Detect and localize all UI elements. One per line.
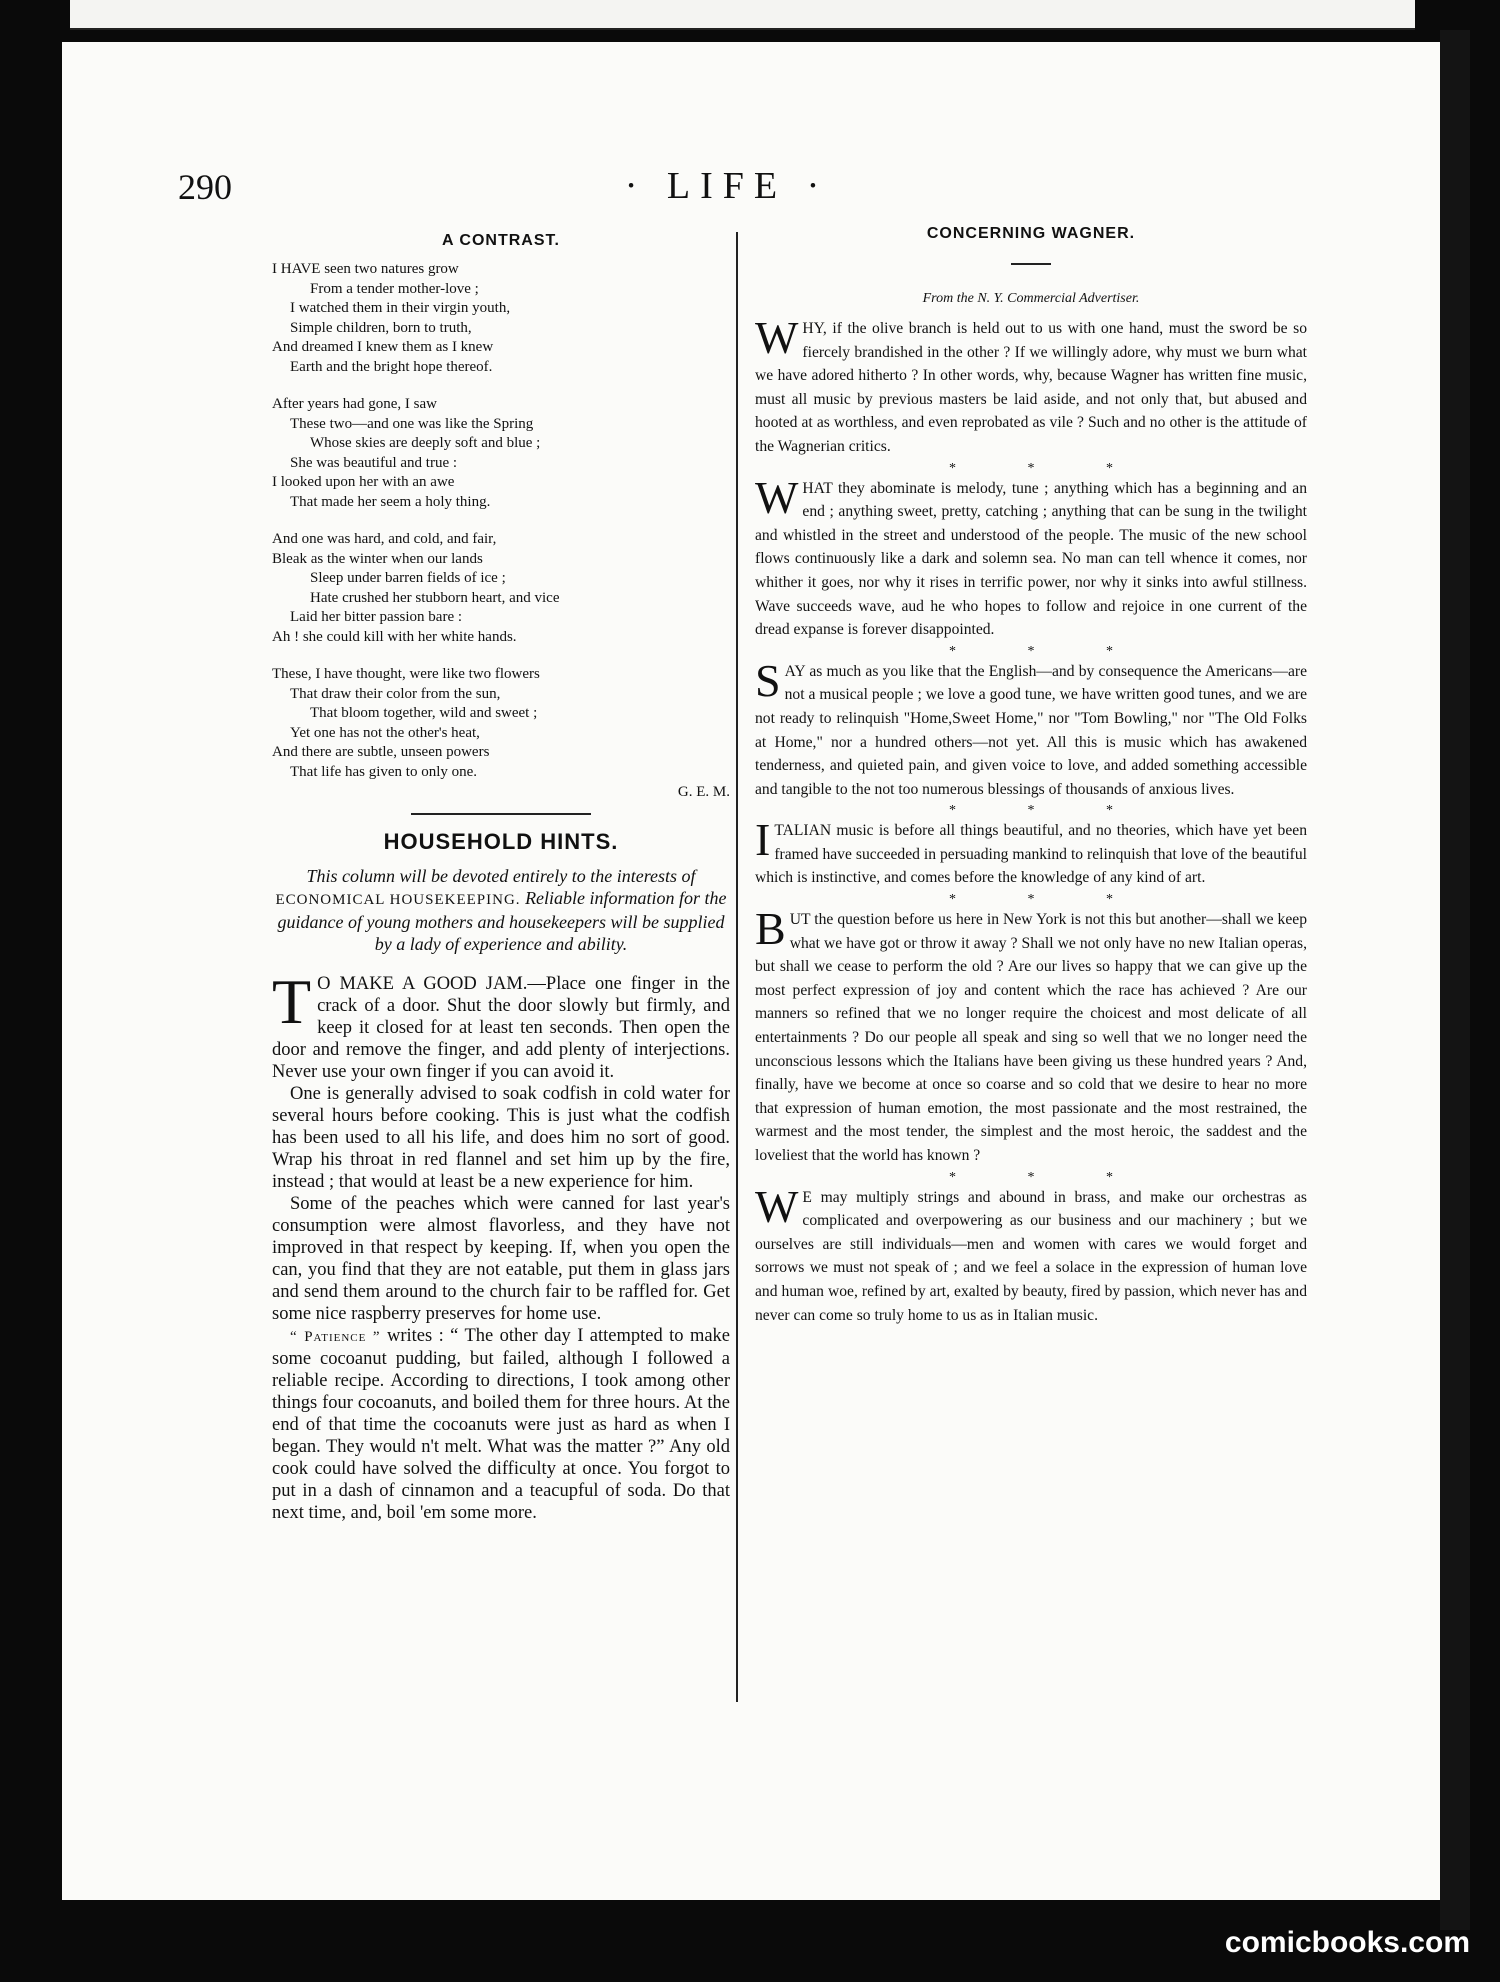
right-column bbox=[755, 225, 1307, 1327]
poem-line: Hate crushed her stubborn heart, and vice bbox=[310, 589, 560, 606]
poem-line: Ah ! she could kill with her white hands. bbox=[272, 628, 517, 645]
scan-right-edge bbox=[1440, 30, 1470, 1930]
poem-line: After years had gone, I saw bbox=[272, 396, 437, 412]
poem-line: That made her seem a holy thing. bbox=[290, 493, 491, 510]
poem-line: Yet one has not the other's heat, bbox=[290, 724, 480, 741]
section-stars: * * * bbox=[949, 1169, 1147, 1185]
article-source: From the N. Y. Commercial Advertiser. bbox=[922, 291, 1140, 306]
masthead-title: · LIFE · bbox=[624, 165, 830, 207]
article-paragraph: ITALIAN music is before all things beautiful, and no theories, which have yet been framed have succeeded in persuading mankind to relinquish that love of the beautiful which is instinctive, and comes before the knowledge of any kind of art. bbox=[755, 814, 1307, 887]
poem-line: That life has given to only one. bbox=[290, 763, 478, 780]
poem-line: From a tender mother-love ; bbox=[310, 280, 479, 297]
drop-cap: S bbox=[755, 654, 781, 706]
poem-signature: G. E. M. bbox=[677, 784, 730, 800]
poem-line: Earth and the bright hope thereof. bbox=[290, 358, 493, 375]
column-divider bbox=[736, 232, 738, 1702]
page-number: 290 bbox=[178, 167, 232, 207]
scan-top-edge bbox=[70, 0, 1415, 30]
poem-line: That bloom together, wild and sweet ; bbox=[310, 705, 538, 721]
article-paragraph: SAY as much as you like that the English—and by consequence the Americans—are not a musical people ; we love a good tune, we have written good tunes, and we are not ready to relinquish "Home,Sweet Home," nor "Tom Bowling," nor "The Old Folks at Home," nor a hundred others—not yet. All this is music which has awakened tenderness, and quieted pain, and given voice to love, and added something accessible and tangible to the not too numerous blessings of thousands of anxious lives. bbox=[755, 654, 1307, 798]
section-stars: * * * bbox=[949, 643, 1147, 659]
poem-line: Sleep under barren fields of ice ; bbox=[310, 570, 506, 586]
drop-cap: T bbox=[272, 966, 312, 1037]
poem-line: These two—and one was like the Spring bbox=[290, 415, 534, 432]
hint-paragraph: “ Patience ” writes : “ The other day I attempted to make some cocoanut pudding, but failed, although I followed a reliable recipe. According to directions, I took among other things four cocoanuts, and boiled them for three hours. At the end of that time the cocoanuts were just as hard as when I began. They would n't melt. What was the matter ?” Any old cook could have solved the difficulty at once. You forgot to put in a dash of cinnamon and a teacupful of soda. Do that next time, and, boil 'em some more. bbox=[272, 1326, 731, 1523]
drop-cap: B bbox=[755, 903, 786, 955]
poem-line: And there are subtle, unseen powers bbox=[272, 744, 490, 760]
poem-stanza bbox=[272, 395, 730, 512]
poem-line: Simple children, born to truth, bbox=[290, 319, 472, 336]
article-paragraph: BUT the question before us here in New York is not this but another—shall we keep what we have got or throw it away ? Shall we not only have no new Italian operas, but shall we cease to perform the old ? Are our lives so happy that we can give up the most perfect expression of joy and content which the race has achieved ? Are our manners so refined that we no longer require the choicest and most delicate of all entertainments ? Do our people all speak and sing so well that we no longer need the unconscious lessons which the Italians have been giving us these hundred years ? And, finally, have we become at once so coarse and so cold that we desire to hear no more that expression of human emotion, the most passionate and the most restrained, the warmest and the most tender, the simplest and the most heroic, the saddest and the loveliest that the world has known ? bbox=[755, 903, 1307, 1164]
hint-paragraph: T O MAKE A GOOD JAM.—Place one finger in the crack of a door. Shut the door slowly but firmly, and keep it closed for at least ten seconds. Then open the door and remove the finger, and add plenty of interjections. Never use your own finger if you can avoid it. bbox=[272, 966, 730, 1082]
poem-stanza bbox=[272, 665, 730, 782]
poem-line: I looked upon her with an awe bbox=[272, 474, 455, 490]
hint-paragraph: Some of the peaches which were canned for last year's consumption were almost flavorless, and they have not improved in that respect by keeping. If, when you open the can, you find that they are not eatable, put them in glass jars and send them around to the church fair to be raffled for. Get some nice raspberry preserves for home use. bbox=[272, 1194, 730, 1324]
article-paragraph: WHAT they abominate is melody, tune ; anything which has a beginning and an end ; anything sweet, pretty, catching ; anything that can be sung in the twilight and whistled in the street and understood of the people. The music of the new school flows continuously like a dark and solemn sea. No man can tell whence it comes, nor whither it goes, nor why it rises in terrific power, nor why it sinks into awful stillness. Wave succeeds wave, aud he who hopes to follow and rejoice in one current of the dread expanse is forever disappointed. bbox=[755, 471, 1307, 639]
section-stars: * * * bbox=[949, 460, 1147, 476]
poem-line: I HAVE seen two natures grow bbox=[272, 261, 459, 277]
article-title: CONCERNING WAGNER. bbox=[926, 225, 1136, 242]
title-rule bbox=[1011, 263, 1051, 265]
section-stars: * * * bbox=[949, 892, 1147, 908]
poem-title: A CONTRAST. bbox=[442, 232, 560, 249]
article-paragraph: W E may multiply strings and abound in brass, and make our orchestras as complicated and overpowering as our business and our machinery ; but we ourselves are still individuals—men and women with cares we would forget and sorrows we must not speak of ; and we feel a solace in the expression of human love and human woe, refined by art, exalted by beauty, fired by passion, which never has and never can come so truly home to us as in Italian music. bbox=[755, 1180, 1307, 1324]
poem-line: And one was hard, and cold, and fair, bbox=[272, 531, 497, 547]
hint-paragraph: One is generally advised to soak codfish in cold water for several hours before cooking. This is just what the codfish has been used to all his life, and does him no sort of good. Wrap his throat in red flannel and set him up by the fire, instead ; that would at least be a new experience for him. bbox=[272, 1084, 730, 1192]
drop-cap: W bbox=[755, 471, 799, 523]
drop-cap: I bbox=[755, 814, 771, 866]
left-column bbox=[272, 232, 730, 1524]
poem-line: She was beautiful and true : bbox=[290, 454, 458, 471]
poem-line: Whose skies are deeply soft and blue ; bbox=[310, 435, 541, 451]
poem-stanza bbox=[272, 260, 730, 377]
section-divider bbox=[411, 813, 591, 815]
site-watermark: comicbooks.com bbox=[1224, 1926, 1470, 1959]
household-title: HOUSEHOLD HINTS. bbox=[383, 829, 619, 854]
drop-cap: W bbox=[755, 312, 799, 363]
poem-body bbox=[272, 260, 730, 782]
poem-line: That draw their color from the sun, bbox=[290, 685, 501, 702]
drop-cap: W bbox=[755, 1180, 799, 1232]
page-header bbox=[112, 128, 1342, 208]
poem-line: These, I have thought, were like two flowers bbox=[272, 666, 540, 682]
section-stars: * * * bbox=[949, 803, 1147, 819]
poem-line: And dreamed I knew them as I knew bbox=[272, 339, 494, 355]
poem-line: I watched them in their virgin youth, bbox=[290, 300, 511, 316]
poem-line: Laid her bitter passion bare : bbox=[290, 609, 463, 625]
household-intro: This column will be devoted entirely to the interests of ECONOMICAL HOUSEKEEPING. Reliable information for the guidance of young mothers and housekeepers will be supplied by a lady of experience and ability. bbox=[275, 866, 727, 954]
household-body bbox=[272, 966, 731, 1524]
poem-stanza bbox=[272, 530, 730, 647]
poem-line: Bleak as the winter when our lands bbox=[272, 550, 483, 567]
article-paragraph: WHY, if the olive branch is held out to us with one hand, must the sword be so fiercely brandished in the other ? If we willingly adore, why must we burn what we have adored hitherto ? In other words, why, because Wagner has written fine music, must all music by previous masters be laid aside, and not only that, but abused and hooted at as worthless, and even reprobated as vile ? Such and no other is the attitude of the Wagnerian critics. bbox=[755, 312, 1307, 455]
